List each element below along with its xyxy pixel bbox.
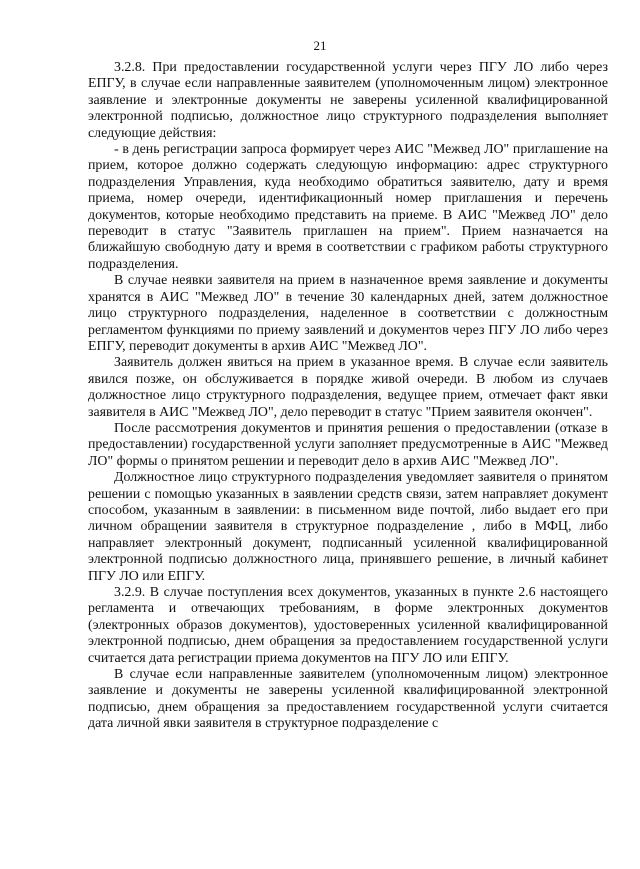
page-number: 21: [313, 38, 327, 53]
paragraph-3-2-9: 3.2.9. В случае поступления всех документов, указанных в пункте 2.6 настоящего регламента и отвечающих требованиям, в форме электронных документов (электронных образов документов), удостоверенных усиленной квалифицированной электронной подписью, днем обращения за предоставлением государственной услуги считается дата регистрации приема документов на ПГУ ЛО или ЕПГУ.: [88, 585, 608, 666]
paragraph-non-appearance: В случае неявки заявителя на прием в назначенное время заявление и документы хранятся в АИС "Межвед ЛО" в течение 30 календарных дней, затем должностное лицо структурного подразделения, наделенное в соответствии с должностным регламентом функциями по приему заявлений и документов через ПГУ ЛО либо через ЕПГУ, переводит документы в архив АИС "Межвед ЛО".: [88, 273, 608, 354]
paragraph-appearance-time: Заявитель должен явиться на прием в указанное время. В случае если заявитель явился позже, он обслуживается в порядке живой очереди. В любом из случаев должностное лицо структурного подразделения, ведущее прием, отмечает факт явки заявителя в АИС "Межвед ЛО", дело переводит в статус "Прием заявителя окончен".: [88, 355, 608, 420]
paragraph-3-2-8: 3.2.8. При предоставлении государственной услуги через ПГУ ЛО либо через ЕПГУ, в случае если направленные заявителем (уполномоченным лицом) электронное заявление и электронные документы не заверены усиленной квалифицированной электронной подписью, должностное лицо структурного подразделения выполняет следующие действия:: [88, 60, 608, 141]
paragraph-registration-day: - в день регистрации запроса формирует через АИС "Межвед ЛО" приглашение на прием, которое должно содержать следующую информацию: адрес структурного подразделения Управления, куда необходимо обратиться заявителю, дату и время приема, номер очереди, идентификационный номер приглашения и перечень документов, которые необходимо представить на приеме. В АИС "Межвед ЛО" дело переводит в статус "Заявитель приглашен на прием". Прием назначается на ближайшую свободную дату и время в соответствии с графиком работы структурного подразделения.: [88, 142, 608, 272]
document-body: [88, 60, 608, 733]
paragraph-after-review: После рассмотрения документов и принятия решения о предоставлении (отказе в предоставлении) государственной услуги заполняет предусмотренные в АИС "Межвед ЛО" формы о принятом решении и переводит дело в архив АИС "Межвед ЛО".: [88, 420, 608, 469]
paragraph-notification: Должностное лицо структурного подразделения уведомляет заявителя о принятом решении с помощью указанных в заявлении средств связи, затем направляет документ способом, указанным в заявлении: в письменном виде почтой, либо выдает его при личном обращении заявителя в структурное подразделение , либо в МФЦ, либо направляет электронный документ, подписанный усиленной квалифицированной электронной подписью должностного лица, принявшего решение, в личный кабинет ПГУ ЛО или ЕПГУ.: [88, 470, 608, 584]
paragraph-unsigned-case: В случае если направленные заявителем (уполномоченным лицом) электронное заявление и документы не заверены усиленной квалифицированной электронной подписью, днем обращения за предоставлением государственной услуги считается дата личной явки заявителя в структурное подразделение с: [88, 667, 608, 732]
